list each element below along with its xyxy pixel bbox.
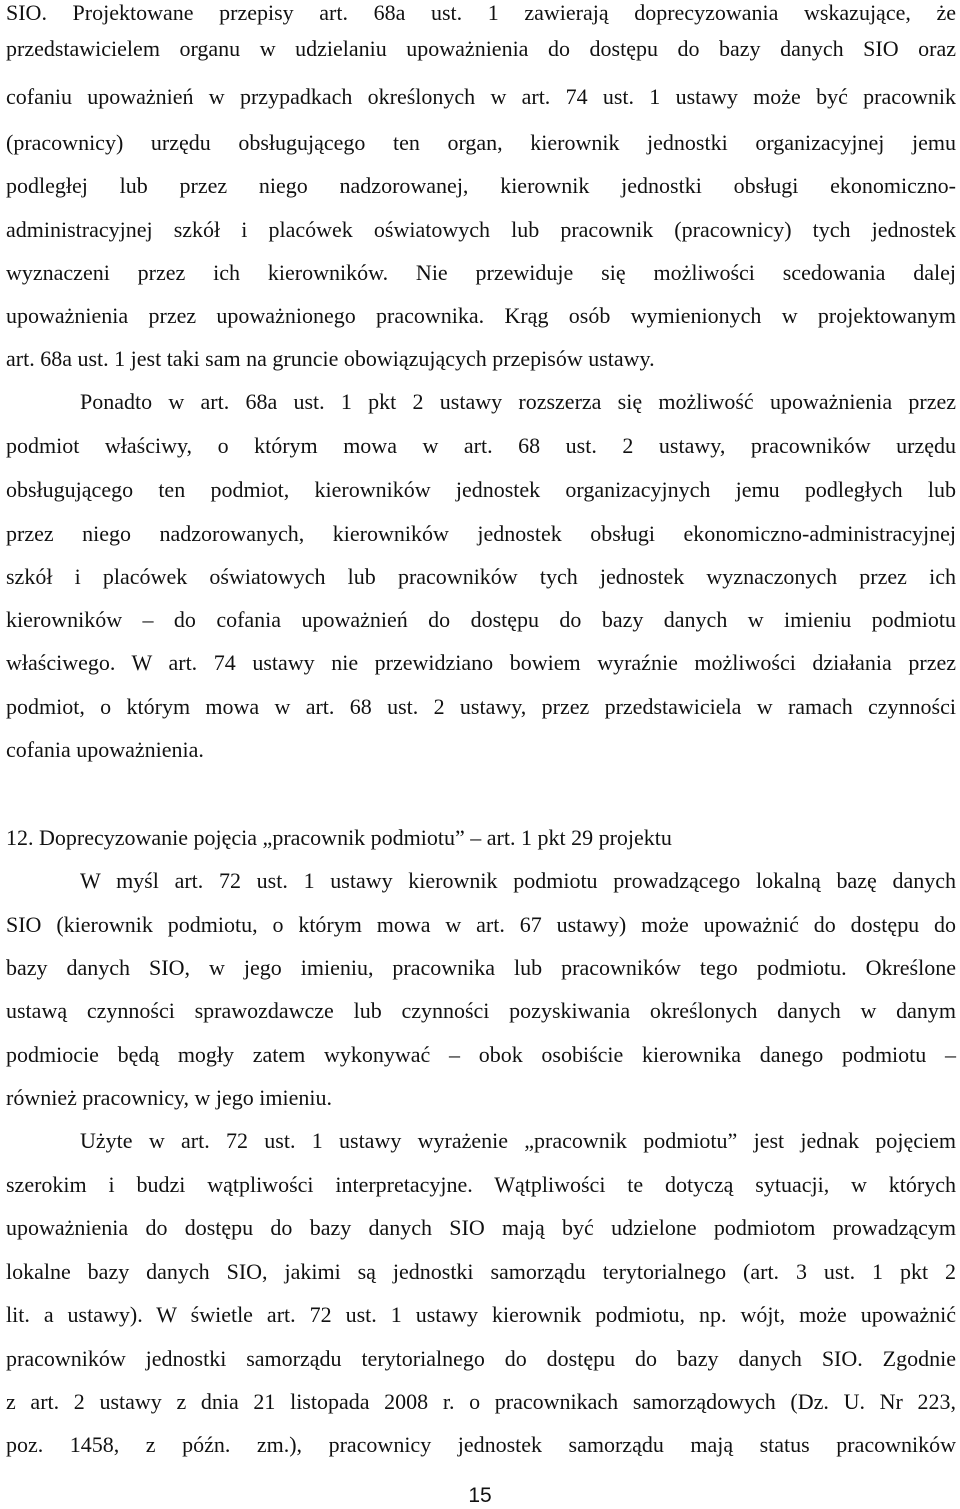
text-line: przedstawicielem organu w udzielaniu upoważnienia do dostępu do bazy danych SIO oraz bbox=[6, 36, 956, 61]
page-number: 15 bbox=[468, 1484, 492, 1507]
text-line: upoważnienia do dostępu do bazy danych SIO mają być udzielone podmiotom prowadzącym bbox=[6, 1215, 956, 1240]
text-line: szerokim i budzi wątpliwości interpretacyjne. Wątpliwości te dotyczą sytuacji, w których bbox=[6, 1172, 956, 1197]
text-line: lit. a ustawy). W świetle art. 72 ust. 1 ustawy kierownik podmiotu, np. wójt, może upoważnić bbox=[6, 1302, 956, 1327]
text-line: również pracownicy, w jego imieniu. bbox=[6, 1085, 333, 1110]
text-line: podmiocie będą mogły zatem wykonywać – obok osobiście kierownika danego podmiotu – bbox=[6, 1042, 956, 1067]
text-line: administracyjnej szkół i placówek oświatowych lub pracownik (pracownicy) tych jednostek bbox=[6, 217, 956, 242]
text-line: Użyte w art. 72 ust. 1 ustawy wyrażenie „pracownik podmiotu” jest jednak pojęciem bbox=[80, 1128, 956, 1153]
text-line: lokalne bazy danych SIO, jakimi są jednostki samorządu terytorialnego (art. 3 ust. 1 pkt 2 bbox=[6, 1259, 956, 1284]
text-line: szkół i placówek oświatowych lub pracowników tych jednostek wyznaczonych przez ich bbox=[6, 564, 956, 589]
text-line: przez niego nadzorowanych, kierowników jednostek obsługi ekonomiczno-administracyjnej bbox=[6, 521, 956, 546]
text-line: SIO (kierownik podmiotu, o którym mowa w art. 67 ustawy) może upoważnić do dostępu do bbox=[6, 912, 956, 937]
text-line: cofania upoważnienia. bbox=[6, 737, 204, 762]
text-line: W myśl art. 72 ust. 1 ustawy kierownik podmiotu prowadzącego lokalną bazę danych bbox=[80, 868, 956, 893]
text-line: obsługującego ten podmiot, kierowników jednostek organizacyjnych jemu podległych lub bbox=[6, 477, 956, 502]
text-line: pracowników jednostki samorządu terytorialnego do dostępu do bazy danych SIO. Zgodnie bbox=[6, 1346, 956, 1371]
text-line: podległej lub przez niego nadzorowanej, kierownik jednostki obsługi ekonomiczno- bbox=[6, 173, 956, 198]
text-line: właściwego. W art. 74 ustawy nie przewidziano bowiem wyraźnie możliwości działania przez bbox=[6, 650, 956, 675]
text-line: cofaniu upoważnień w przypadkach określonych w art. 74 ust. 1 ustawy może być pracownik bbox=[6, 84, 956, 109]
text-line: bazy danych SIO, w jego imieniu, pracownika lub pracowników tego podmiotu. Określone bbox=[6, 955, 956, 980]
text-line: ustawą czynności sprawozdawcze lub czynności pozyskiwania określonych danych w danym bbox=[6, 998, 956, 1023]
text-line: wyznaczeni przez ich kierowników. Nie przewiduje się możliwości scedowania dalej bbox=[6, 260, 956, 285]
text-line: upoważnienia przez upoważnionego pracownika. Krąg osób wymienionych w projektowanym bbox=[6, 303, 956, 328]
text-line: Ponadto w art. 68a ust. 1 pkt 2 ustawy rozszerza się możliwość upoważnienia przez bbox=[80, 389, 956, 414]
section-heading: 12. Doprecyzowanie pojęcia „pracownik podmiotu” – art. 1 pkt 29 projektu bbox=[6, 825, 672, 850]
text-line: podmiot właściwy, o którym mowa w art. 68 ust. 2 ustawy, pracowników urzędu bbox=[6, 433, 956, 458]
text-line: SIO. Projektowane przepisy art. 68a ust. 1 zawierają doprecyzowania wskazujące, że bbox=[6, 0, 956, 25]
text-line: art. 68a ust. 1 jest taki sam na gruncie obowiązujących przepisów ustawy. bbox=[6, 346, 655, 371]
text-line: z art. 2 ustawy z dnia 21 listopada 2008 r. o pracownikach samorządowych (Dz. U. Nr 223, bbox=[6, 1389, 956, 1414]
text-line: poz. 1458, z późn. zm.), pracownicy jednostek samorządu mają status pracowników bbox=[6, 1432, 956, 1457]
text-line: kierowników – do cofania upoważnień do dostępu do bazy danych w imieniu podmiotu bbox=[6, 607, 956, 632]
text-line: podmiot, o którym mowa w art. 68 ust. 2 ustawy, przez przedstawiciela w ramach czynności bbox=[6, 694, 956, 719]
text-line: (pracownicy) urzędu obsługującego ten organ, kierownik jednostki organizacyjnej jemu bbox=[6, 130, 956, 155]
